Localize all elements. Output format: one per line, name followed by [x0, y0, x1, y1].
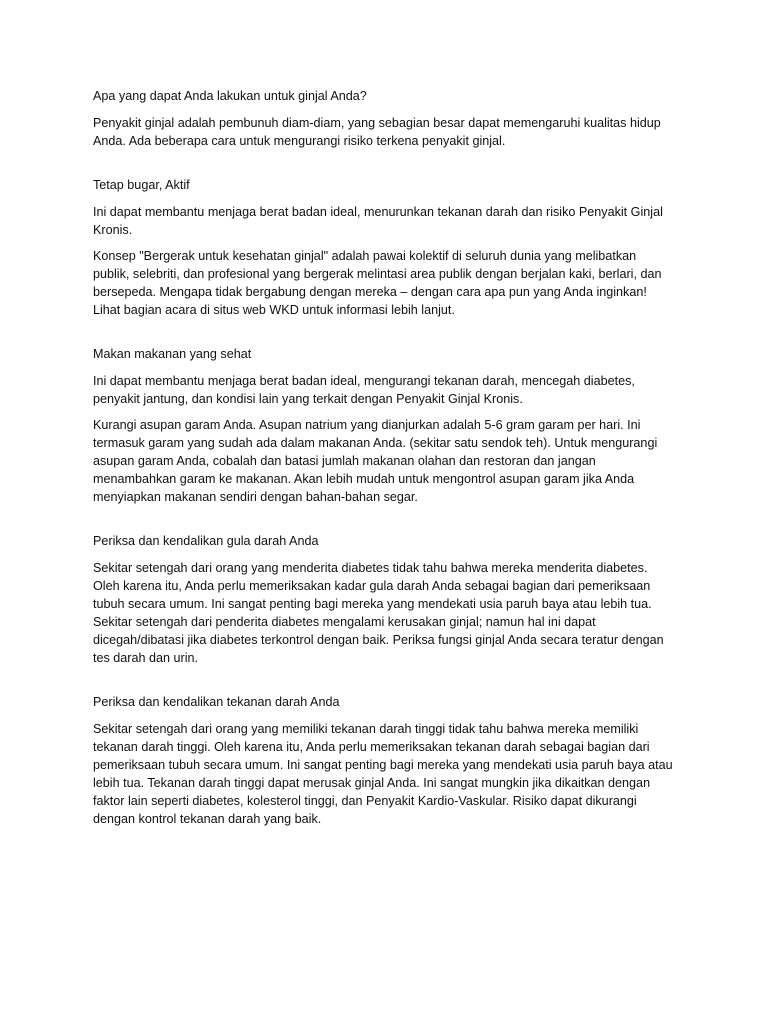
section-heading: Makan makanan yang sehat — [93, 347, 252, 361]
section-paragraph: Konsep "Bergerak untuk kesehatan ginjal" adalah pawai kolektif di seluruh dunia yang melibatkan publik, selebriti, dan profesional yang bergerak melintasi area publik dengan berjalan kaki, berlari, dan bersepeda. Mengapa tidak bergabung dengan mereka – dengan cara apa pun yang Anda inginkan! Lihat bagian acara di situs web WKD untuk informasi lebih lanjut. — [93, 249, 662, 317]
section-paragraph: Ini dapat membantu menjaga berat badan ideal, menurunkan tekanan darah dan risiko Penyakit Ginjal Kronis. — [93, 205, 663, 237]
document-title: Apa yang dapat Anda lakukan untuk ginjal Anda? — [93, 89, 367, 103]
section-paragraph: Sekitar setengah dari orang yang memiliki tekanan darah tinggi tidak tahu bahwa mereka memiliki tekanan darah tinggi. Oleh karena itu, Anda perlu memeriksakan tekanan darah sebagai bagian dari pemeriksaan tubuh secara umum. Ini sangat penting bagi mereka yang mendekati usia paruh baya atau lebih tua. Tekanan darah tinggi dapat merusak ginjal Anda. Ini sangat mungkin jika dikaitkan dengan faktor lain seperti diabetes, kolesterol tinggi, dan Penyakit Kardio-Vaskular. Risiko dapat dikurangi dengan kontrol tekanan darah yang baik. — [93, 722, 673, 826]
section-heading: Periksa dan kendalikan gula darah Anda — [93, 534, 319, 548]
section-tetap-bugar — [93, 176, 676, 319]
section-makan-sehat — [93, 345, 676, 506]
section-paragraph: Sekitar setengah dari orang yang menderita diabetes tidak tahu bahwa mereka menderita diabetes. Oleh karena itu, Anda perlu memeriksakan kadar gula darah Anda sebagai bagian dari pemeriksaan tubuh secara umum. Ini sangat penting bagi mereka yang mendekati usia paruh baya atau lebih tua. Sekitar setengah dari penderita diabetes mengalami kerusakan ginjal; namun hal ini dapat dicegah/dibatasi jika diabetes terkontrol dengan baik. Periksa fungsi ginjal Anda secara teratur dengan tes darah dan urin. — [93, 561, 664, 665]
intro-paragraph: Penyakit ginjal adalah pembunuh diam-diam, yang sebagian besar dapat memengaruhi kualitas hidup Anda. Ada beberapa cara untuk mengurangi risiko terkena penyakit ginjal. — [93, 116, 661, 148]
section-paragraph: Ini dapat membantu menjaga berat badan ideal, mengurangi tekanan darah, mencegah diabetes, penyakit jantung, dan kondisi lain yang terkait dengan Penyakit Ginjal Kronis. — [93, 374, 635, 406]
section-tekanan-darah — [93, 693, 676, 828]
section-paragraph: Kurangi asupan garam Anda. Asupan natrium yang dianjurkan adalah 5-6 gram garam per hari. Ini termasuk garam yang sudah ada dalam makanan Anda. (sekitar satu sendok teh). Untuk mengurangi asupan garam Anda, cobalah dan batasi jumlah makanan olahan dan restoran dan jangan menambahkan garam ke makanan. Akan lebih mudah untuk mengontrol asupan garam jika Anda menyiapkan makanan sendiri dengan bahan-bahan segar. — [93, 418, 658, 504]
section-heading: Tetap bugar, Aktif — [93, 178, 190, 192]
section-gula-darah — [93, 532, 676, 667]
section-heading: Periksa dan kendalikan tekanan darah Anda — [93, 695, 340, 709]
